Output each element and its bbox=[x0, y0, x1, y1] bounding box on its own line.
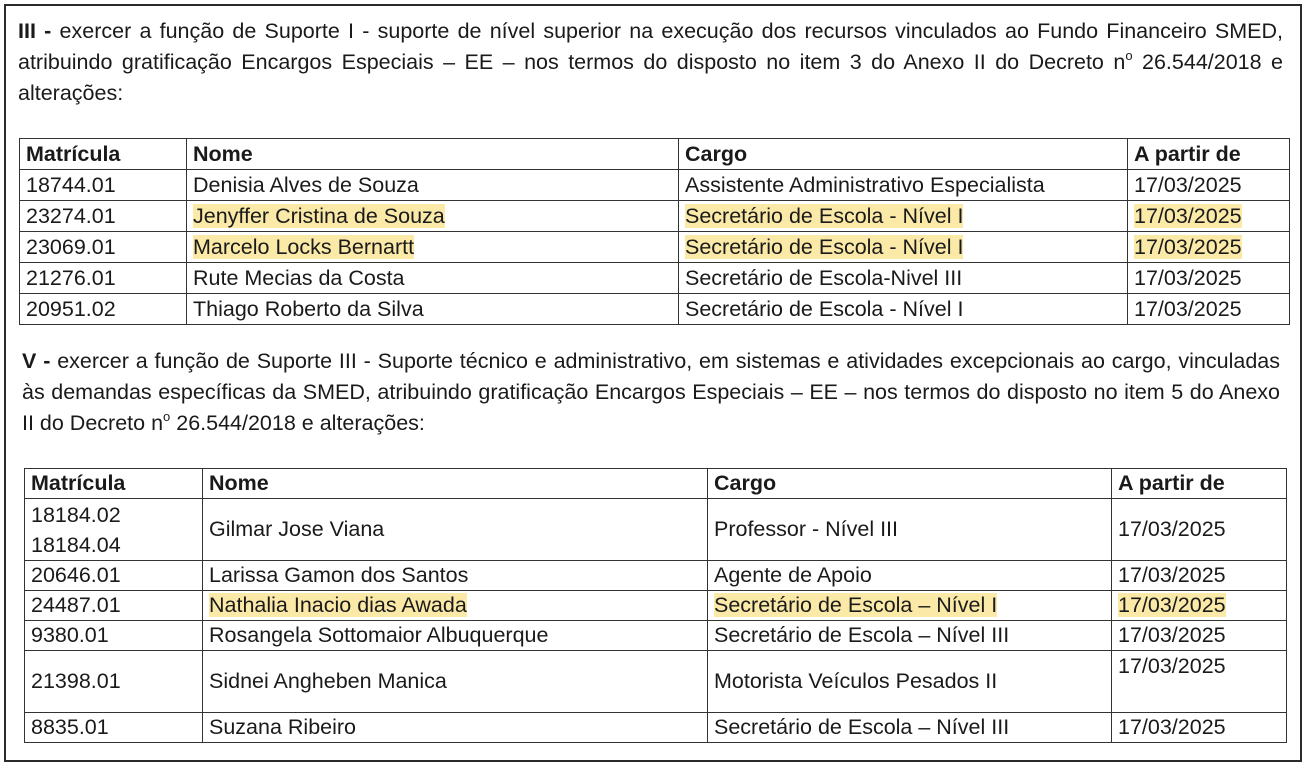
matricula-value: 23274.01 bbox=[26, 203, 116, 228]
cell-cargo bbox=[708, 651, 1112, 713]
cell-cargo bbox=[679, 232, 1128, 263]
table-row bbox=[20, 170, 1290, 201]
cell-data bbox=[1128, 201, 1290, 232]
matricula-value: 21276.01 bbox=[26, 265, 116, 290]
section-v-text: exercer a função de Suporte III - Suporte técnico e administrativo, em sistemas e atividades excepcionais ao cargo, vinculadas às demandas específicas da SMED, atribuindo gratificação Encargos Especiais – EE – nos termos do disposto no item 5 do Anexo II do Decreto n bbox=[22, 349, 1280, 435]
cell-data bbox=[1128, 263, 1290, 294]
header-cargo: Cargo bbox=[679, 139, 1128, 170]
data-value: 17/03/2025 bbox=[1118, 654, 1226, 678]
cargo-value-highlighted: Secretário de Escola - Nível I bbox=[685, 234, 964, 259]
cell-cargo bbox=[679, 201, 1128, 232]
cell-cargo bbox=[679, 170, 1128, 201]
header-cargo: Cargo bbox=[708, 469, 1112, 499]
section-v-text-end: 26.544/2018 e alterações: bbox=[170, 411, 425, 435]
table-row bbox=[25, 713, 1287, 743]
cell-matricula bbox=[20, 232, 187, 263]
data-value: 17/03/2025 bbox=[1118, 563, 1226, 587]
header-nome: Nome bbox=[187, 139, 679, 170]
cell-cargo bbox=[708, 591, 1112, 621]
cell-nome bbox=[203, 499, 708, 561]
cell-data bbox=[1112, 621, 1287, 651]
section-v-paragraph bbox=[22, 346, 1280, 439]
matricula-value: 8835.01 bbox=[31, 715, 109, 739]
cell-nome bbox=[203, 713, 708, 743]
matricula-value-secondary: 18184.04 bbox=[31, 532, 121, 557]
cell-data bbox=[1112, 499, 1287, 561]
table-row bbox=[25, 561, 1287, 591]
cargo-value: Secretário de Escola - Nível I bbox=[685, 296, 964, 321]
nome-value: Thiago Roberto da Silva bbox=[193, 296, 424, 321]
cell-matricula bbox=[20, 263, 187, 294]
table-row bbox=[20, 232, 1290, 263]
section-iii-text: exercer a função de Suporte I - suporte de nível superior na execução dos recursos vinculados ao Fundo Financeiro SMED, atribuindo gratificação Encargos Especiais – EE – nos termos do disposto no item 3 do Anexo II do Decreto n bbox=[18, 19, 1283, 74]
cargo-value: Secretário de Escola – Nível III bbox=[714, 623, 1010, 647]
cargo-value-highlighted: Secretário de Escola - Nível I bbox=[685, 203, 964, 228]
cell-cargo bbox=[708, 621, 1112, 651]
table-row bbox=[25, 651, 1287, 713]
table-row bbox=[25, 499, 1287, 561]
header-nome: Nome bbox=[203, 469, 708, 499]
cell-matricula bbox=[20, 170, 187, 201]
cell-data bbox=[1128, 170, 1290, 201]
nome-value: Rosangela Sottomaior Albuquerque bbox=[209, 623, 549, 647]
cell-matricula bbox=[20, 294, 187, 325]
matricula-value: 21398.01 bbox=[31, 669, 121, 693]
cell-nome bbox=[203, 591, 708, 621]
cell-cargo bbox=[679, 294, 1128, 325]
matricula-value: 9380.01 bbox=[31, 623, 109, 647]
cargo-value: Agente de Apoio bbox=[714, 563, 872, 587]
cell-nome bbox=[203, 651, 708, 713]
cell-matricula bbox=[25, 651, 203, 713]
section-v-table bbox=[24, 468, 1287, 743]
section-iii-text-end: 26.544/2018 e alterações: bbox=[18, 50, 1283, 105]
data-value-highlighted: 17/03/2025 bbox=[1134, 234, 1242, 259]
nome-value: Gilmar Jose Viana bbox=[209, 517, 385, 541]
nome-value: Larissa Gamon dos Santos bbox=[209, 563, 469, 587]
matricula-value: 18184.02 bbox=[31, 502, 121, 527]
cell-matricula bbox=[25, 591, 203, 621]
cell-matricula bbox=[25, 713, 203, 743]
cell-nome bbox=[187, 232, 679, 263]
cell-nome bbox=[187, 263, 679, 294]
nome-value: Rute Mecias da Costa bbox=[193, 265, 405, 290]
section-iii-numeral: III - bbox=[18, 19, 52, 43]
cargo-value: Motorista Veículos Pesados II bbox=[714, 669, 998, 693]
cell-data bbox=[1112, 561, 1287, 591]
section-iii-table bbox=[19, 138, 1290, 325]
matricula-value: 18744.01 bbox=[26, 172, 116, 197]
table-header-row bbox=[25, 469, 1287, 499]
matricula-value: 23069.01 bbox=[26, 234, 116, 259]
header-matricula: Matrícula bbox=[25, 469, 203, 499]
data-value: 17/03/2025 bbox=[1118, 517, 1226, 541]
data-value: 17/03/2025 bbox=[1134, 296, 1242, 321]
cell-matricula bbox=[20, 201, 187, 232]
cell-matricula bbox=[25, 499, 203, 561]
matricula-value: 20951.02 bbox=[26, 296, 116, 321]
nome-value: Denisia Alves de Souza bbox=[193, 172, 419, 197]
cell-nome bbox=[203, 561, 708, 591]
cell-data bbox=[1112, 651, 1287, 713]
nome-value-highlighted: Marcelo Locks Bernartt bbox=[193, 234, 415, 259]
table-row bbox=[25, 621, 1287, 651]
cell-matricula bbox=[25, 561, 203, 591]
cell-nome bbox=[187, 170, 679, 201]
cell-matricula bbox=[25, 621, 203, 651]
section-iii-superscript: o bbox=[1125, 48, 1133, 63]
cell-data bbox=[1128, 294, 1290, 325]
cell-nome bbox=[187, 294, 679, 325]
table-row bbox=[20, 201, 1290, 232]
nome-value-highlighted: Nathalia Inacio dias Awada bbox=[209, 593, 467, 617]
data-value-highlighted: 17/03/2025 bbox=[1134, 203, 1242, 228]
cell-data bbox=[1112, 713, 1287, 743]
nome-value: Suzana Ribeiro bbox=[209, 715, 357, 739]
cell-cargo bbox=[708, 561, 1112, 591]
header-a-partir-de: A partir de bbox=[1112, 469, 1287, 499]
data-value: 17/03/2025 bbox=[1118, 623, 1226, 647]
cell-data bbox=[1112, 591, 1287, 621]
table-row bbox=[25, 591, 1287, 621]
cell-cargo bbox=[708, 499, 1112, 561]
cargo-value: Secretário de Escola – Nível III bbox=[714, 715, 1010, 739]
table-row bbox=[20, 294, 1290, 325]
table-header-row bbox=[20, 139, 1290, 170]
cargo-value-highlighted: Secretário de Escola – Nível I bbox=[714, 593, 998, 617]
data-value-highlighted: 17/03/2025 bbox=[1118, 593, 1226, 617]
cell-cargo bbox=[679, 263, 1128, 294]
cell-nome bbox=[203, 621, 708, 651]
cargo-value: Secretário de Escola-Nivel III bbox=[685, 265, 963, 290]
cargo-value: Professor - Nível III bbox=[714, 517, 898, 541]
nome-value-highlighted: Jenyffer Cristina de Souza bbox=[193, 203, 445, 228]
table-row bbox=[20, 263, 1290, 294]
header-a-partir-de: A partir de bbox=[1128, 139, 1290, 170]
header-matricula: Matrícula bbox=[20, 139, 187, 170]
nome-value: Sidnei Angheben Manica bbox=[209, 669, 447, 693]
cell-nome bbox=[187, 201, 679, 232]
cell-cargo bbox=[708, 713, 1112, 743]
matricula-value: 20646.01 bbox=[31, 563, 121, 587]
section-v-numeral: V - bbox=[22, 349, 51, 373]
data-value: 17/03/2025 bbox=[1134, 265, 1242, 290]
section-iii-paragraph bbox=[18, 16, 1283, 109]
data-value: 17/03/2025 bbox=[1118, 715, 1226, 739]
section-v-superscript: o bbox=[163, 409, 171, 424]
cargo-value: Assistente Administrativo Especialista bbox=[685, 172, 1045, 197]
cell-data bbox=[1128, 232, 1290, 263]
matricula-value: 24487.01 bbox=[31, 593, 121, 617]
data-value: 17/03/2025 bbox=[1134, 172, 1242, 197]
